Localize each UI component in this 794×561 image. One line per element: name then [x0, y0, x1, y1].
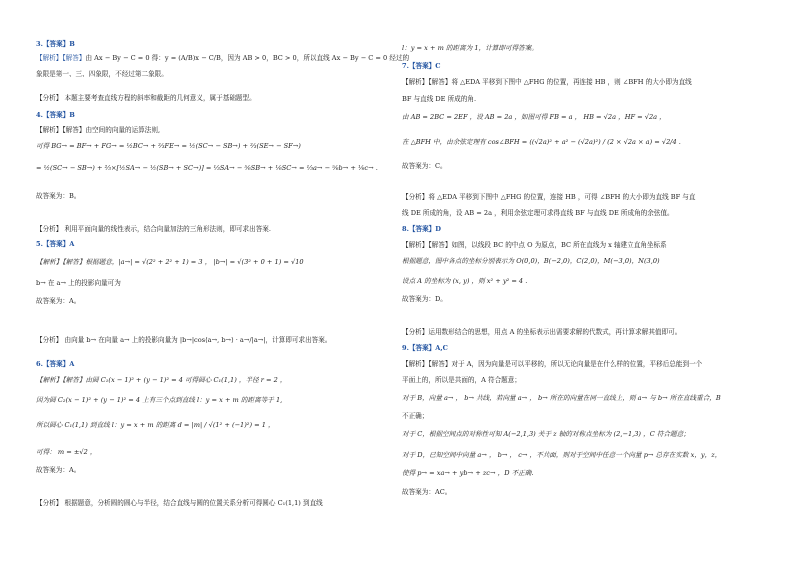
- q9-answer: 9.【答案】A,C: [402, 344, 448, 352]
- q5-analysis: 【分析】 由向量 b→ 在向量 a→ 上的投影向量为 |b→|cos⟨a→, b→⟩ · a→/|a→|，计算即可求出答案。: [36, 336, 332, 344]
- q3-solution-line-2: 象限是第一、三、四象限，不经过第二象限。: [36, 70, 168, 78]
- q8-final-answer: 故答案为：D。: [402, 295, 447, 303]
- q9-solution-line-7: 使得 p→ = xa→ + yb→ + zc→ ，D 不正确.: [402, 469, 534, 477]
- q6-analysis-continued: l：y = x + m 的距离为 1，计算即可得答案。: [402, 44, 538, 52]
- q6-solution-line-4: 可得： m = ±√2 ，: [36, 448, 97, 456]
- q3-analysis: 【分析】 本题主要考查直线方程的斜率和截距的几何意义，属于基础题型。: [36, 94, 256, 102]
- q7-analysis-line-2: 线 DE 所成的角，设 AB = 2a ，利用余弦定理可求得直线 BF 与直线 DE 所成角的余弦值。: [402, 209, 674, 217]
- q9-solution-line-6: 对于 D，已知空间中向量 a→ ， b→ ， c→ ，不共面，则对于空间中任意一个向量 p→ 总存在实数 x，y，z，: [402, 451, 722, 459]
- solution-tag: 【解析】【解答】: [36, 54, 86, 62]
- q7-answer: 7.【答案】C: [402, 62, 441, 70]
- q8-answer: 8.【答案】D: [402, 225, 441, 233]
- q6-solution-line-1: 【解析】【解答】由圆 C₁(x − 1)² + (y − 1)² = 4 可得圆心 C₁(1,1) ，半径 r = 2 ，: [36, 376, 287, 384]
- q4-answer: 4.【答案】B: [36, 111, 75, 119]
- q6-solution-line-2: 因为圆 C₂(x − 1)² + (y − 1)² = 4 上有三个点到直线 l：y = x + m 的距离等于 1,: [36, 396, 283, 404]
- q4-final-answer: 故答案为：B。: [36, 192, 81, 200]
- q7-solution-line-1: 【解析】【解答】将 △EDA 平移到下图中 △FHG 的位置，再连接 HB ，则 ∠BFH 的大小即为直线: [402, 78, 692, 86]
- q9-solution-line-3: 对于 B，向量 a→ ， b→ 共线，若向量 a→ ， b→ 所在的向量在同一直线上，则 a→ 与 b→ 所在直线重合，B: [402, 394, 721, 402]
- q5-solution-line-2: b→ 在 a→ 上的投影向量可为: [36, 279, 121, 287]
- q6-solution-line-3: 所以圆心 C₁(1,1) 到直线 l：y = x + m 的距离 d = |m| / √(1² + (−1)²) = 1 ，: [36, 421, 275, 429]
- left-column: [36, 0, 410, 561]
- q7-solution-line-4: 在 △BFH 中，由余弦定理有 cos∠BFH = ((√2a)² + a² − (√2a)²) / (2 × √2a × a) = √2/4 .: [402, 138, 681, 146]
- q3-solution-line-1: 【解析】【解答】由 Ax − By − C = 0 得：y = (A/B)x − C/B，因为 AB > 0，BC > 0，所以直线 Ax − By − C = 0 经过的: [36, 54, 410, 62]
- q7-solution-line-3: 由 AB = 2BC = 2EF ，设 AB = 2a ，如图可得 FB = a ， HB = √2a ，HF = √2a ，: [402, 113, 666, 121]
- q6-analysis: 【分析】 根据题意，分析圆的圆心与半径，结合直线与圆的位置关系分析可得圆心 C₁(1,1) 到直线: [36, 499, 323, 507]
- q4-solution-line-2: 可得 BG→ = BF→ + FG→ = ½BC→ + ⅔FE→ = ½(SC→ − SB→) + ⅔(SE→ − SF→): [36, 142, 301, 150]
- q4-solution-line-3: = ½(SC→ − SB→) + ⅔×[½SA→ − ½(SB→ + SC→)] = ⅓SA→ − ⅚SB→ + ⅙SC→ = ⅓a→ − ⅚b→ + ⅙c→ .: [36, 164, 378, 172]
- q8-solution-line-2: 根据题意，图中各点的坐标分别表示为 O(0,0)，B(−2,0)，C(2,0)，M(−3,0)，N(3,0): [402, 257, 660, 265]
- q5-solution-line-1: 【解析】【解答】根据题意，|a→| = √(2² + 2² + 1) = 3 ， |b→| = √(3² + 0 + 1) = √10: [36, 258, 304, 266]
- q9-solution-line-4: 不正确；: [402, 412, 429, 420]
- q4-solution-line-1: 【解析】【解答】由空间的向量的运算法则,: [36, 126, 161, 134]
- q9-solution-line-2: 平面上的，所以是共面的，A 符合题意；: [402, 376, 521, 384]
- q7-analysis-line-1: 【分析】将 △EDA 平移到下图中 △FHG 的位置，连接 HB ，可得 ∠BFH 的大小即为直线 BF 与直: [402, 193, 696, 201]
- q5-final-answer: 故答案为：A。: [36, 297, 81, 305]
- q9-final-answer: 故答案为：AC。: [402, 488, 452, 496]
- q9-solution-line-1: 【解析】【解答】对于 A，因为向量是可以平移的，所以无论向量是在什么样的位置，平移后总能到一个: [402, 360, 703, 368]
- q8-solution-line-3: 设点 A 的坐标为 (x, y) ，则 x² + y² = 4 .: [402, 277, 528, 285]
- q8-solution-line-1: 【解析】【解答】如图，以线段 BC 的中点 O 为原点，BC 所在直线为 x 轴建立直角坐标系: [402, 241, 667, 249]
- q6-answer: 6.【答案】A: [36, 360, 75, 368]
- q8-analysis: 【分析】运用数形结合的思想，用点 A 的坐标表示出需要求解的代数式，再计算求解其值即可。: [402, 328, 682, 336]
- q7-solution-line-2: BF 与直线 DE 所成的角.: [402, 95, 477, 103]
- q9-solution-line-5: 对于 C，根据空间点的对称性可知 A(−2,1,3) 关于 z 轴的对称点坐标为 (2,−1,3) ，C 符合题意；: [402, 430, 690, 438]
- q3-answer: 3.【答案】B: [36, 40, 75, 48]
- q7-final-answer: 故答案为：C。: [402, 162, 447, 170]
- q4-analysis: 【分析】 利用平面向量的线性表示，结合向量加法的三角形法则，即可求出答案.: [36, 225, 271, 233]
- q6-final-answer: 故答案为：A。: [36, 466, 81, 474]
- q5-answer: 5.【答案】A: [36, 240, 75, 248]
- right-column: [402, 0, 772, 561]
